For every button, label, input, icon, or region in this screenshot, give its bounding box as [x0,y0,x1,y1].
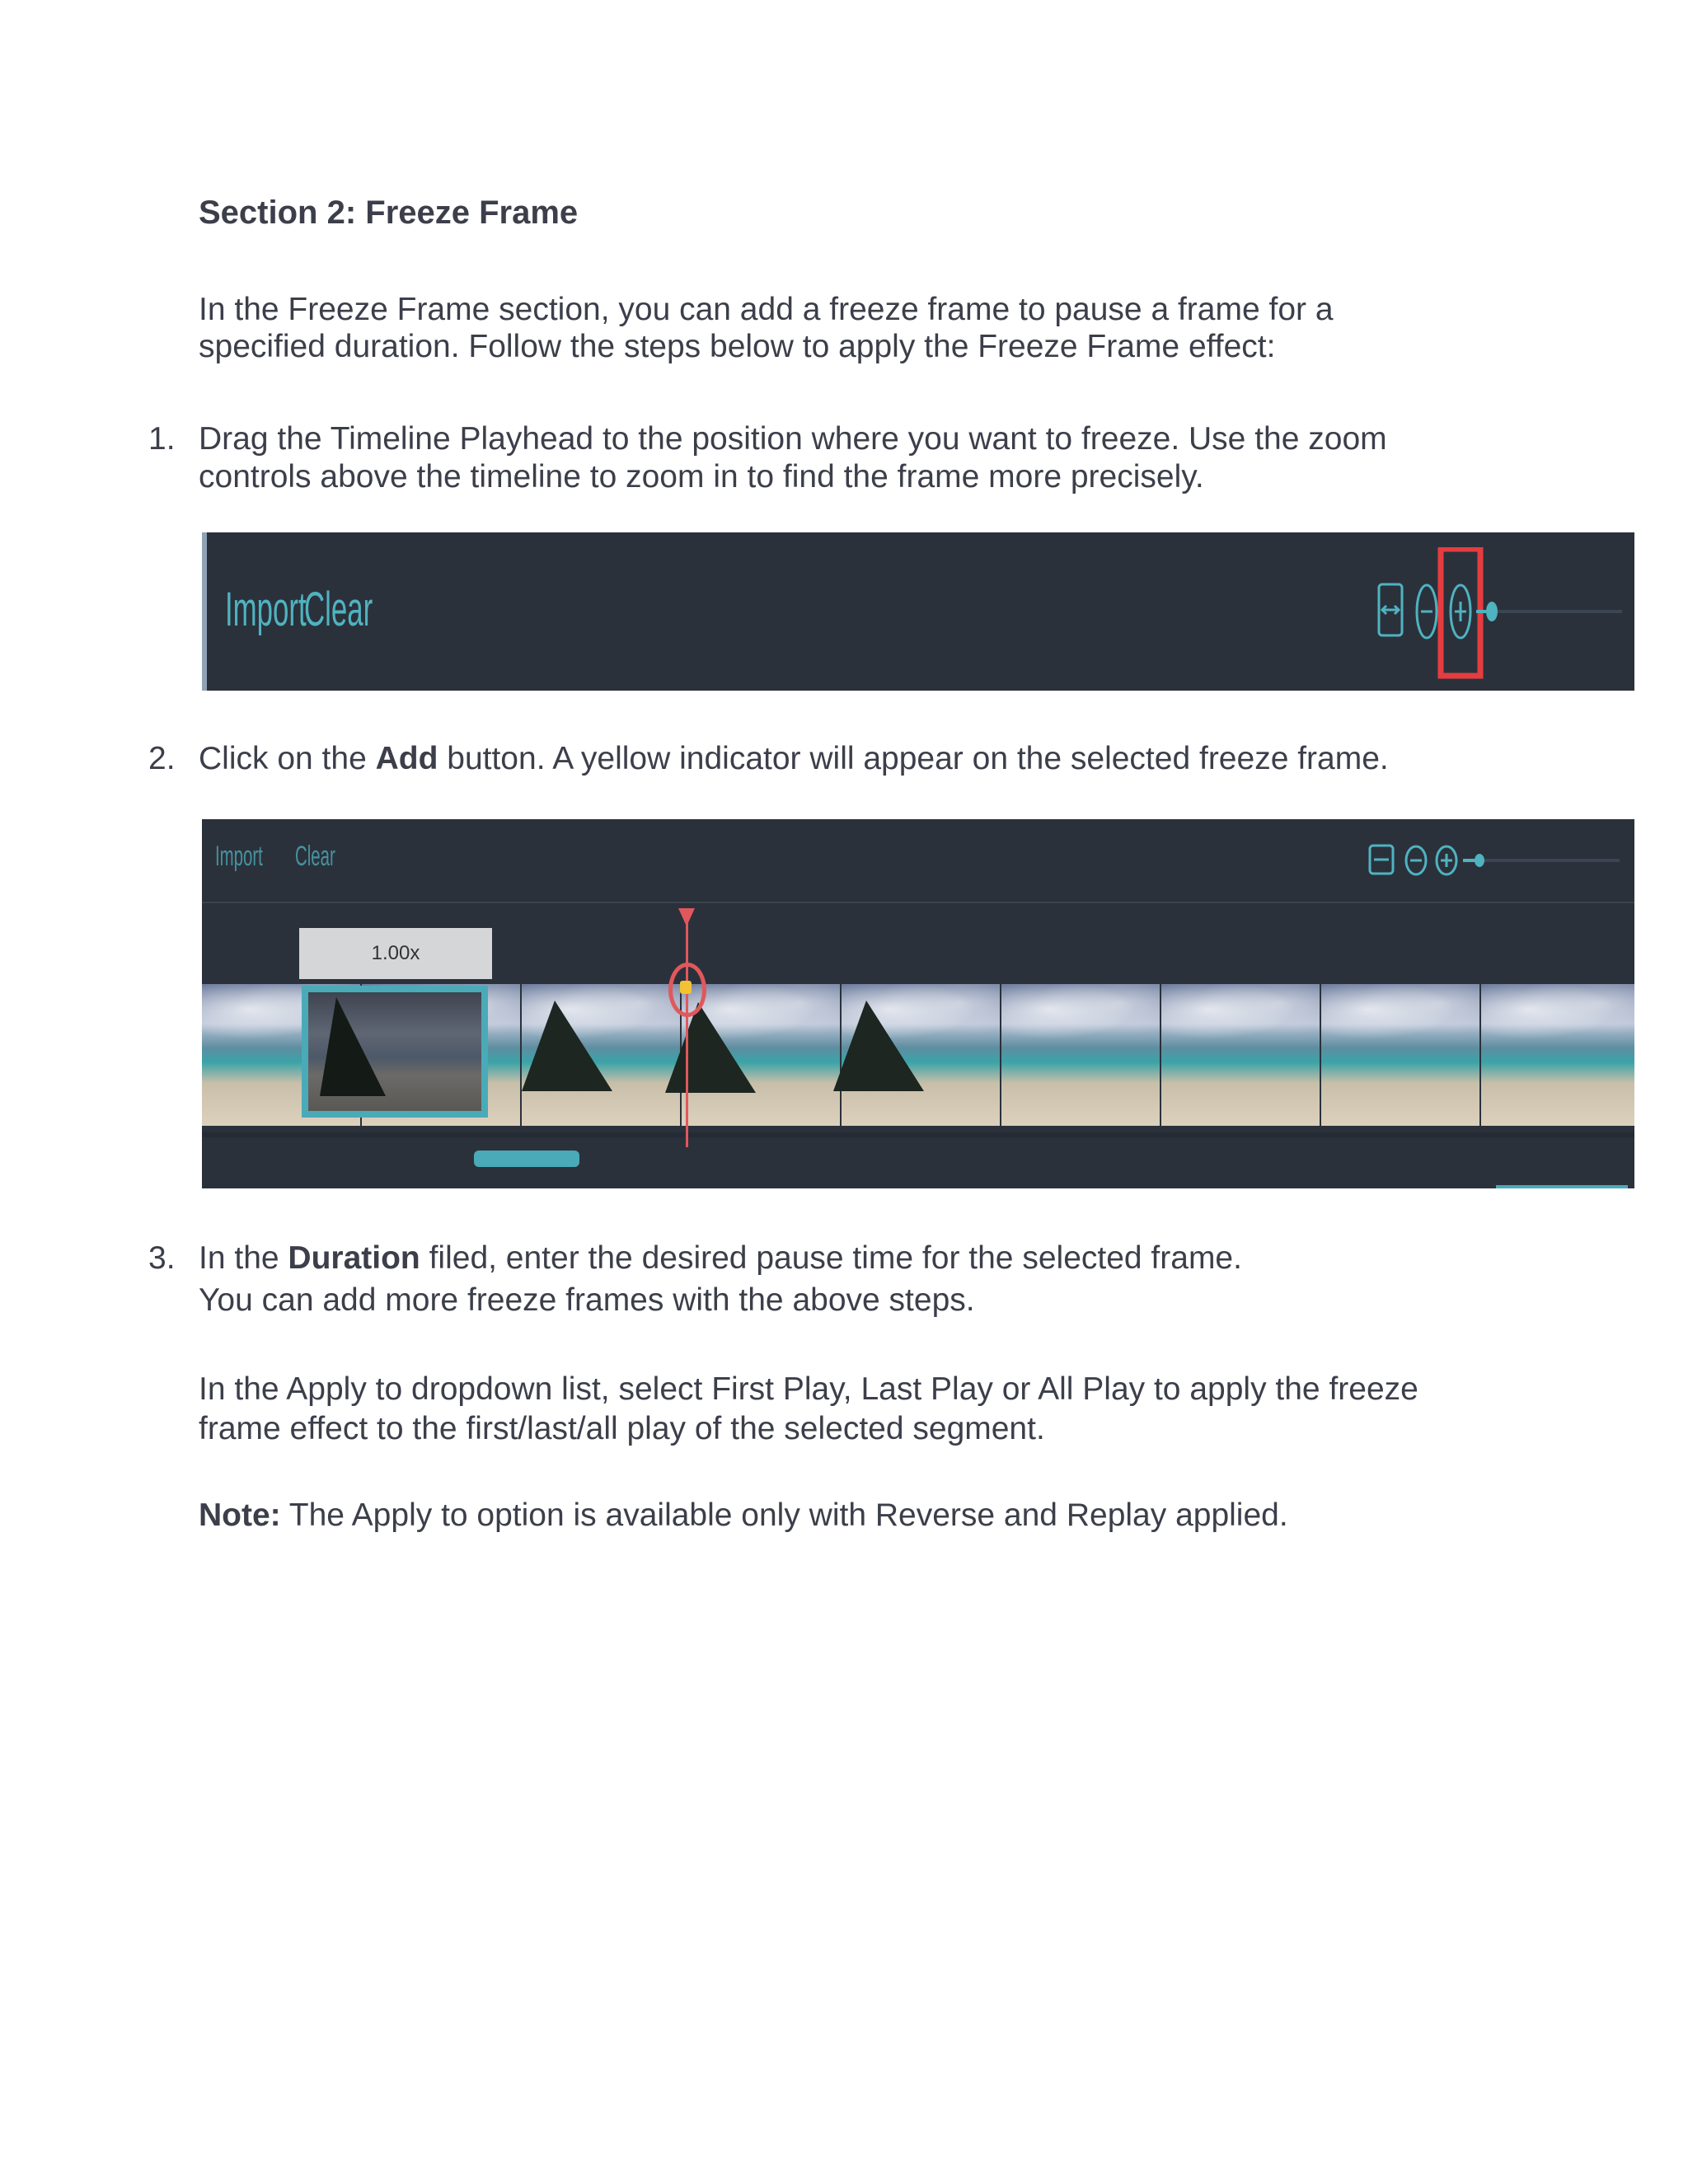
zoom-out-icon[interactable] [1417,585,1437,638]
step-1-line-1: Drag the Timeline Playhead to the position where you want to freeze. Use the zoom [199,421,1387,457]
track-bottom [202,1132,1634,1137]
step-1-line-2: controls above the timeline to zoom in to find the frame more precisely. [199,459,1204,494]
toolbar-screenshot [202,532,1634,691]
zoom-in-icon[interactable] [1451,585,1470,638]
fit-timeline-icon[interactable] [1370,846,1393,874]
zoom-slider-small[interactable] [1463,854,1620,867]
intro-line-2: specified duration. Follow the steps below to apply the Freeze Frame effect: [199,329,1276,364]
step-2-number: 2. [148,741,176,776]
clip-frame [1321,984,1481,1126]
clip-frame [522,984,682,1126]
timeline-divider [202,902,1634,903]
timeline-scrollbar[interactable] [474,1151,579,1167]
note-text: The Apply to option is available only with Reverse and Replay applied. [280,1497,1288,1533]
step-3-line-2: You can add more freeze frames with the above steps. [199,1282,975,1318]
step-2-pre: Click on the [199,741,376,776]
freeze-frame-indicator[interactable] [680,981,692,994]
clip-frame [1481,984,1634,1126]
clear-button[interactable]: Clear [304,583,373,636]
zoom-controls-small [1364,837,1628,887]
intro-line-1: In the Freeze Frame section, you can add a freeze frame to pause a frame for a [199,292,1334,327]
clip-frame [682,984,842,1126]
step-3-text [199,1240,1242,1277]
step-3-post: filed, enter the desired pause time for the selected frame. [420,1240,1242,1276]
step-1-number: 1. [148,421,176,457]
corner-mark [1496,1185,1628,1188]
zoom-slider-knob[interactable] [1486,602,1498,621]
selected-segment[interactable] [302,986,488,1118]
apply-to-line-2: frame effect to the first/last/all play of the selected segment. [199,1411,1045,1446]
zoom-out-icon[interactable] [1406,846,1426,874]
step-3-pre: In the [199,1240,288,1276]
section-heading: Section 2: Freeze Frame [199,194,579,231]
zoom-in-icon[interactable] [1437,846,1456,874]
note-label: Note: [199,1497,281,1533]
apply-to-line-1: In the Apply to dropdown list, select First Play, Last Play or All Play to apply the freeze [199,1371,1418,1407]
playhead-handle[interactable] [678,908,695,926]
step-2-text [199,740,1389,778]
note-paragraph [199,1497,1288,1535]
playhead-line[interactable] [686,908,688,1147]
zoom-controls [1375,547,1639,679]
step-3-number: 3. [148,1240,176,1276]
clip-frame [842,984,1001,1126]
step-2-bold: Add [375,741,438,776]
import-button-small[interactable]: Import [215,841,263,872]
clip-frame [1001,984,1161,1126]
clip-frame [1161,984,1321,1126]
fit-timeline-icon[interactable] [1379,584,1402,635]
speed-label: 1.00x [299,928,492,979]
step-3-bold: Duration [288,1240,420,1276]
clear-button-small[interactable]: Clear [295,841,335,872]
step-2-post: button. A yellow indicator will appear on the selected freeze frame. [438,741,1389,776]
import-button[interactable]: Import [225,583,307,636]
timeline-screenshot [202,819,1634,1188]
